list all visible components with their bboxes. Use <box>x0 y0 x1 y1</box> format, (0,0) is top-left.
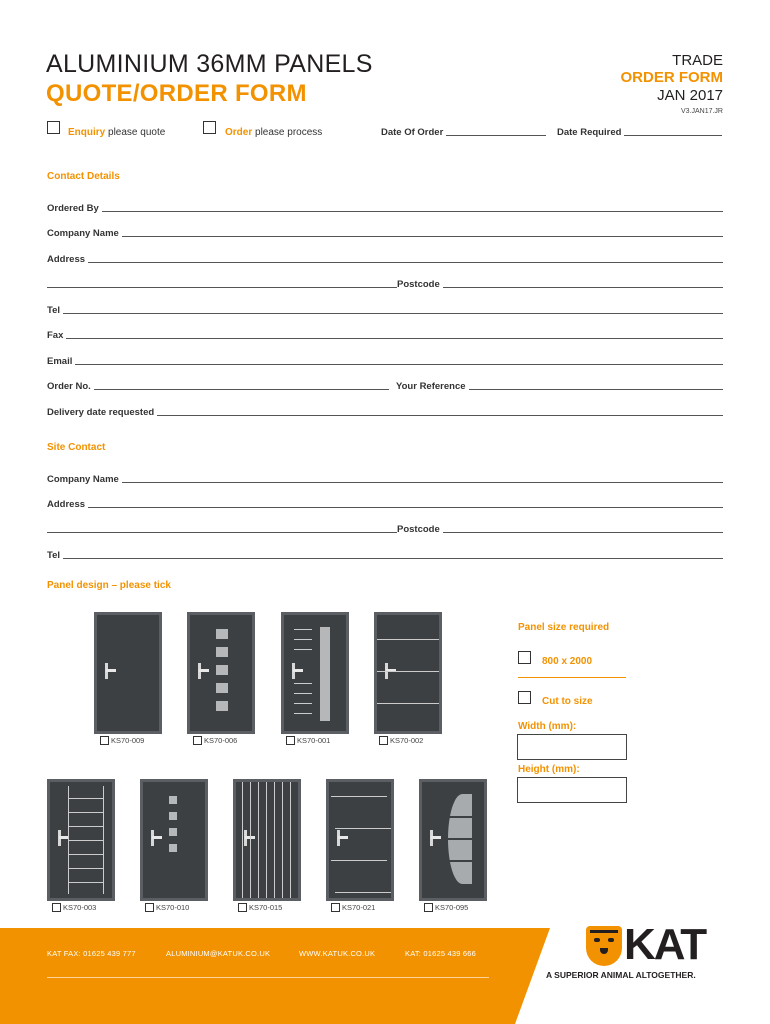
panel-design-title: Panel design – please tick <box>47 580 171 591</box>
site-company-name-label: Company Name <box>47 474 119 485</box>
fax-label: Fax <box>47 330 64 341</box>
site-address-line2-field[interactable] <box>47 521 397 535</box>
design-checkbox[interactable] <box>424 903 433 912</box>
design-label: KS70-010 <box>156 903 190 912</box>
address-field[interactable] <box>47 251 723 265</box>
design-label: KS70-003 <box>63 903 97 912</box>
ordered-by-label: Ordered By <box>47 203 99 214</box>
site-tel-field[interactable] <box>47 547 723 561</box>
size-divider <box>518 677 626 678</box>
design-ks70-001-option[interactable] <box>286 736 330 745</box>
size-800x2000-checkbox[interactable] <box>518 651 531 664</box>
design-checkbox[interactable] <box>379 736 388 745</box>
address-label: Address <box>47 254 86 265</box>
tel-field[interactable] <box>47 302 723 316</box>
kat-logo-text: KAT <box>624 920 706 969</box>
tiger-logo-icon <box>586 926 622 966</box>
site-address-field[interactable] <box>47 496 723 510</box>
order-no-label: Order No. <box>47 381 91 392</box>
cut-to-size-label: Cut to size <box>542 696 593 707</box>
design-checkbox[interactable] <box>100 736 109 745</box>
order-bold: Order <box>225 127 253 138</box>
size-800x2000-label: 800 x 2000 <box>542 656 593 667</box>
design-checkbox[interactable] <box>286 736 295 745</box>
door-ks70-010 <box>140 779 208 901</box>
tel-label: Tel <box>47 305 61 316</box>
footer-email-link[interactable]: ALUMINIUM@KATUK.CO.UK <box>166 949 271 958</box>
design-ks70-095-option[interactable] <box>424 903 468 912</box>
order-no-field[interactable] <box>47 378 389 392</box>
door-ks70-001 <box>281 612 349 734</box>
door-ks70-015 <box>233 779 301 901</box>
order-label <box>225 127 322 138</box>
width-input[interactable] <box>517 734 627 760</box>
height-label: Height (mm): <box>518 764 580 775</box>
version-code: V3.JAN17.JR <box>680 108 723 115</box>
site-address-label: Address <box>47 499 86 510</box>
door-ks70-006 <box>187 612 255 734</box>
design-checkbox[interactable] <box>193 736 202 745</box>
email-field[interactable] <box>47 353 723 367</box>
company-name-label: Company Name <box>47 228 119 239</box>
trade-label: TRADE <box>672 52 723 69</box>
date-of-order-label: Date Of Order <box>381 127 444 138</box>
door-ks70-095 <box>419 779 487 901</box>
design-label: KS70-006 <box>204 736 238 745</box>
date-version-label: JAN 2017 <box>657 87 723 104</box>
site-tel-label: Tel <box>47 550 61 561</box>
design-label: KS70-002 <box>390 736 424 745</box>
address-line2-field[interactable] <box>47 276 397 290</box>
design-label: KS70-015 <box>249 903 283 912</box>
footer-tel: KAT: 01625 439 666 <box>405 949 477 958</box>
enquiry-bold: Enquiry <box>68 127 106 138</box>
footer-web-link[interactable]: WWW.KATUK.CO.UK <box>299 949 376 958</box>
form-subtitle: QUOTE/ORDER FORM <box>46 80 307 107</box>
design-checkbox[interactable] <box>238 903 247 912</box>
fax-field[interactable] <box>47 327 723 341</box>
date-required-label: Date Required <box>557 127 622 138</box>
design-ks70-010-option[interactable] <box>145 903 189 912</box>
date-of-order-field[interactable] <box>381 124 546 138</box>
enquiry-checkbox[interactable] <box>47 121 60 134</box>
delivery-date-label: Delivery date requested <box>47 407 155 418</box>
design-label: KS70-001 <box>297 736 331 745</box>
slogan: A SUPERIOR ANIMAL ALTOGETHER. <box>546 970 696 980</box>
form-title: ALUMINIUM 36MM PANELS <box>46 50 373 78</box>
site-contact-title: Site Contact <box>47 442 106 453</box>
design-label: KS70-095 <box>435 903 469 912</box>
order-form-label: ORDER FORM <box>620 69 723 86</box>
contact-details-title: Contact Details <box>47 171 120 182</box>
site-postcode-label: Postcode <box>397 524 440 535</box>
your-reference-label: Your Reference <box>396 381 466 392</box>
email-label: Email <box>47 356 73 367</box>
design-ks70-002-option[interactable] <box>379 736 423 745</box>
design-ks70-003-option[interactable] <box>52 903 96 912</box>
company-name-field[interactable] <box>47 225 723 239</box>
postcode-label: Postcode <box>397 279 440 290</box>
design-checkbox[interactable] <box>331 903 340 912</box>
enquiry-rest: please quote <box>108 127 166 138</box>
door-ks70-009 <box>94 612 162 734</box>
design-ks70-015-option[interactable] <box>238 903 282 912</box>
design-checkbox[interactable] <box>52 903 61 912</box>
postcode-field[interactable] <box>397 276 723 290</box>
footer-divider <box>47 977 489 978</box>
ordered-by-field[interactable] <box>47 200 723 214</box>
delivery-date-field[interactable] <box>47 404 723 418</box>
panel-size-title: Panel size required <box>518 622 610 633</box>
door-ks70-021 <box>326 779 394 901</box>
site-company-name-field[interactable] <box>47 471 723 485</box>
door-ks70-002 <box>374 612 442 734</box>
design-checkbox[interactable] <box>145 903 154 912</box>
cut-to-size-checkbox[interactable] <box>518 691 531 704</box>
design-label: KS70-021 <box>342 903 376 912</box>
date-required-field[interactable] <box>557 124 722 138</box>
order-checkbox[interactable] <box>203 121 216 134</box>
order-rest: please process <box>255 127 323 138</box>
your-reference-field[interactable] <box>396 378 723 392</box>
height-input[interactable] <box>517 777 627 803</box>
design-ks70-021-option[interactable] <box>331 903 375 912</box>
design-ks70-006-option[interactable] <box>193 736 237 745</box>
design-label: KS70-009 <box>111 736 145 745</box>
enquiry-label <box>68 127 165 138</box>
site-postcode-field[interactable] <box>397 521 723 535</box>
door-ks70-003 <box>47 779 115 901</box>
design-ks70-009-option[interactable] <box>100 736 144 745</box>
width-label: Width (mm): <box>518 721 577 732</box>
footer-fax: KAT FAX: 01625 439 777 <box>47 949 136 958</box>
